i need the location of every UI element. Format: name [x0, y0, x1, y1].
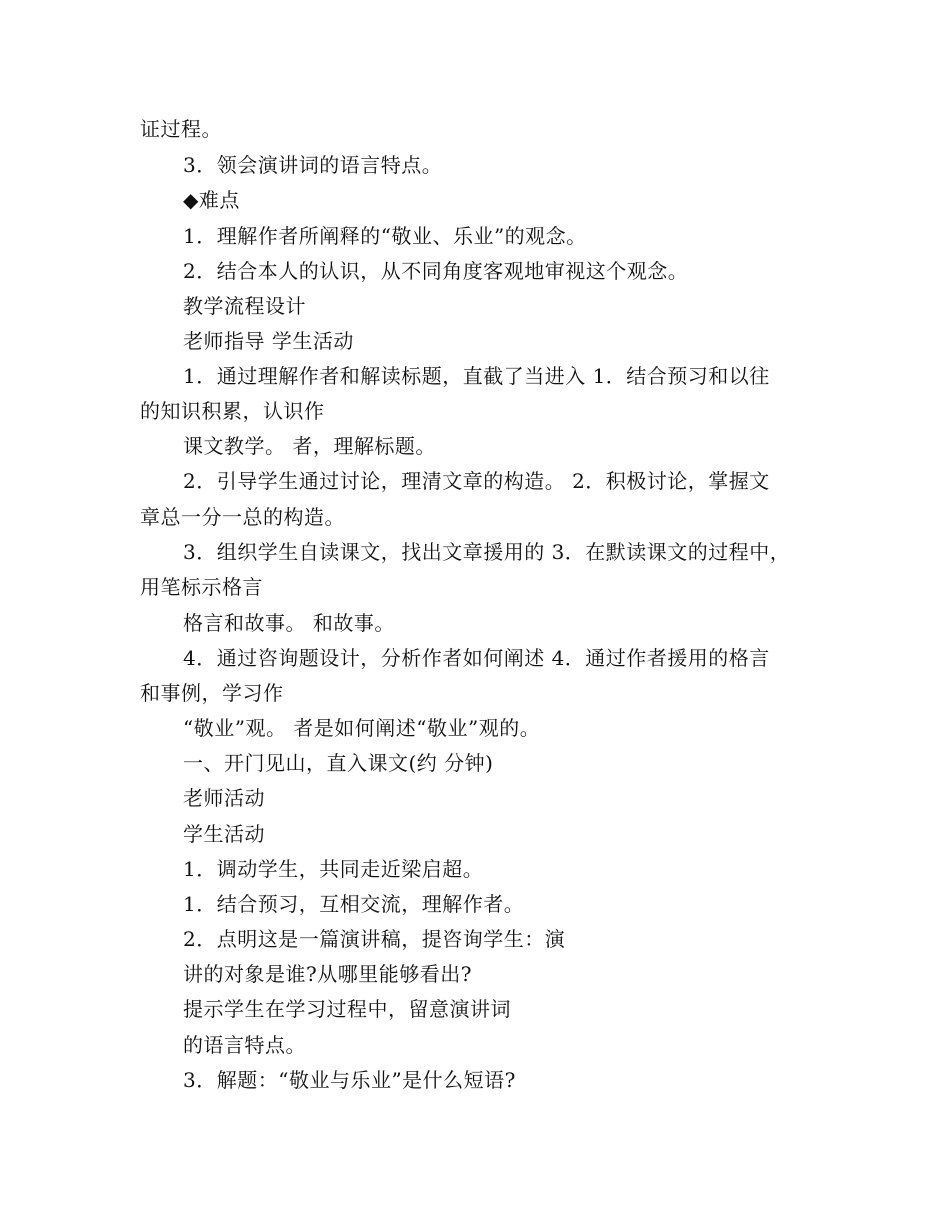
text-line: 用笔标示格言 [140, 575, 263, 599]
section-heading-difficulty: ◆难点 [183, 188, 240, 212]
text-line: 格言和故事。 和故事。 [183, 611, 395, 635]
text-line: 2．引导学生通过讨论，理清文章的构造。 2．积极讨论，掌握文 [183, 469, 770, 493]
text-line: 1．理解作者所阐释的“敬业、乐业”的观念。 [183, 224, 587, 248]
text-line: 2．点明这是一篇演讲稿，提咨询学生：演 [183, 927, 566, 951]
text-line: 4．通过咨询题设计，分析作者如何阐述 4．通过作者援用的格言 [183, 646, 770, 670]
text-line: “敬业”观。 者是如何阐述“敬业”观的。 [183, 716, 541, 740]
text-line: 章总一分一总的构造。 [140, 505, 345, 529]
text-line: 课文教学。 者，理解标题。 [183, 434, 436, 458]
section-heading-flow-design: 教学流程设计 [183, 294, 306, 318]
text-line: 证过程。 [140, 117, 222, 141]
text-line: 的语言特点。 [183, 1033, 306, 1057]
text-line: 3．解题：“敬业与乐业”是什么短语? [183, 1068, 516, 1092]
text-line: 3．领会演讲词的语言特点。 [183, 153, 443, 177]
text-line: 讲的对象是谁?从哪里能够看出? [183, 962, 472, 986]
text-line: 和事例，学习作 [140, 681, 284, 705]
text-line: 1．通过理解作者和解读标题，直截了当进入 1．结合预习和以往 [183, 364, 770, 388]
text-line: 1．调动学生，共同走近梁启超。 [183, 857, 484, 881]
text-line: 的知识积累，认识作 [140, 399, 325, 423]
text-line: 3．组织学生自读课文，找出文章援用的 3．在默读课文的过程中， [183, 540, 791, 564]
subheading-student-activity: 学生活动 [183, 822, 265, 846]
column-header-line: 老师指导 学生活动 [183, 329, 354, 353]
subheading-teacher-activity: 老师活动 [183, 786, 265, 810]
text-line: 2．结合本人的认识，从不同角度客观地审视这个观念。 [183, 259, 689, 283]
text-line: 提示学生在学习过程中，留意演讲词 [183, 997, 511, 1021]
text-line: 1．结合预习，互相交流，理解作者。 [183, 892, 525, 916]
section-heading-part-one: 一、开门见山，直入课文(约 分钟) [183, 751, 494, 775]
